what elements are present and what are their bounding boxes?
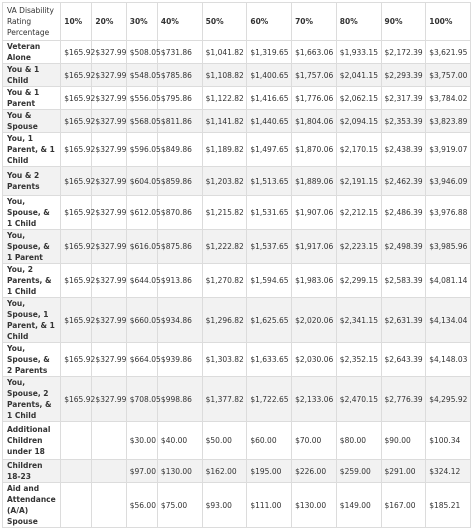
rates-table-container (2, 2, 471, 528)
rate-cell: $616.05 (126, 230, 157, 264)
table-row (3, 460, 471, 483)
rate-cell (61, 483, 92, 528)
rate-cell: $1,722.65 (247, 377, 292, 422)
rate-cell: $327.99 (92, 110, 126, 133)
rate-cell: $75.00 (157, 483, 202, 528)
rate-cell: $556.05 (126, 87, 157, 110)
rate-cell: $1,141.82 (202, 110, 247, 133)
rate-cell: $111.00 (247, 483, 292, 528)
rate-cell: $165.92 (61, 167, 92, 196)
table-row (3, 196, 471, 230)
rate-cell: $1,497.65 (247, 133, 292, 167)
rate-cell: $90.00 (381, 422, 426, 460)
rate-cell: $93.00 (202, 483, 247, 528)
rate-cell: $327.99 (92, 196, 126, 230)
table-row (3, 298, 471, 343)
rate-cell: $604.05 (126, 167, 157, 196)
rate-cell: $226.00 (292, 460, 337, 483)
rate-cell: $60.00 (247, 422, 292, 460)
rate-cell: $2,498.39 (381, 230, 426, 264)
row-label: You, Spouse, & 1 Child (3, 196, 61, 230)
row-label: You, Spouse, & 2 Parents (3, 343, 61, 377)
rate-cell: $327.99 (92, 264, 126, 298)
rate-cell: $939.86 (157, 343, 202, 377)
rate-cell: $70.00 (292, 422, 337, 460)
table-row (3, 230, 471, 264)
rate-cell: $130.00 (292, 483, 337, 528)
rate-cell: $324.12 (426, 460, 471, 483)
rate-cell: $731.86 (157, 41, 202, 64)
header-percent: 10% (61, 3, 92, 41)
rate-cell: $2,170.15 (336, 133, 381, 167)
rate-cell: $2,094.15 (336, 110, 381, 133)
rate-cell: $165.92 (61, 87, 92, 110)
rate-cell: $165.92 (61, 298, 92, 343)
rate-cell: $165.92 (61, 343, 92, 377)
rate-cell: $2,583.39 (381, 264, 426, 298)
row-label: You, Spouse, 1 Parent, & 1 Child (3, 298, 61, 343)
rate-cell: $100.34 (426, 422, 471, 460)
rate-cell: $165.92 (61, 196, 92, 230)
rate-cell: $1,663.06 (292, 41, 337, 64)
header-percent: 40% (157, 3, 202, 41)
rate-cell: $870.86 (157, 196, 202, 230)
rate-cell: $80.00 (336, 422, 381, 460)
table-row (3, 64, 471, 87)
rate-cell: $165.92 (61, 377, 92, 422)
rate-cell: $508.05 (126, 41, 157, 64)
rate-cell: $30.00 (126, 422, 157, 460)
rate-cell: $327.99 (92, 343, 126, 377)
rate-cell: $165.92 (61, 41, 92, 64)
rate-cell: $2,223.15 (336, 230, 381, 264)
row-label: You & 1 Parent (3, 87, 61, 110)
row-label: You, Spouse, & 1 Parent (3, 230, 61, 264)
rate-cell: $2,341.15 (336, 298, 381, 343)
rate-cell: $1,203.82 (202, 167, 247, 196)
rate-cell: $1,933.15 (336, 41, 381, 64)
rate-cell: $3,757.00 (426, 64, 471, 87)
rate-cell: $913.86 (157, 264, 202, 298)
rate-cell: $56.00 (126, 483, 157, 528)
rate-cell: $291.00 (381, 460, 426, 483)
rate-cell: $1,537.65 (247, 230, 292, 264)
row-label: You, Spouse, 2 Parents, & 1 Child (3, 377, 61, 422)
rate-cell: $596.05 (126, 133, 157, 167)
rate-cell: $50.00 (202, 422, 247, 460)
header-percent: 50% (202, 3, 247, 41)
row-label: You & 1 Child (3, 64, 61, 87)
rate-cell: $165.92 (61, 230, 92, 264)
table-row (3, 133, 471, 167)
rate-cell: $165.92 (61, 110, 92, 133)
rate-cell: $1,222.82 (202, 230, 247, 264)
header-rating-percentage: VA Disability Rating Percentage (3, 3, 61, 41)
rate-cell: $1,416.65 (247, 87, 292, 110)
table-row (3, 377, 471, 422)
rate-cell: $167.00 (381, 483, 426, 528)
rate-cell: $2,062.15 (336, 87, 381, 110)
table-row (3, 422, 471, 460)
header-percent: 30% (126, 3, 157, 41)
rate-cell: $2,317.39 (381, 87, 426, 110)
rate-cell: $2,631.39 (381, 298, 426, 343)
rate-cell: $2,643.39 (381, 343, 426, 377)
rate-cell: $2,353.39 (381, 110, 426, 133)
rate-cell: $2,041.15 (336, 64, 381, 87)
header-percent: 90% (381, 3, 426, 41)
rate-cell: $2,172.39 (381, 41, 426, 64)
va-disability-rates-table (2, 2, 471, 528)
rate-cell: $2,133.06 (292, 377, 337, 422)
rate-cell: $2,776.39 (381, 377, 426, 422)
rate-cell: $3,823.89 (426, 110, 471, 133)
rate-cell: $1,377.82 (202, 377, 247, 422)
rate-cell: $3,621.95 (426, 41, 471, 64)
rate-cell: $3,985.96 (426, 230, 471, 264)
rate-cell: $3,784.02 (426, 87, 471, 110)
rate-cell: $162.00 (202, 460, 247, 483)
rate-cell: $1,531.65 (247, 196, 292, 230)
rate-cell: $327.99 (92, 87, 126, 110)
row-label: Aid and Attendance (A/A) Spouse (3, 483, 61, 528)
rate-cell: $259.00 (336, 460, 381, 483)
rate-cell: $4,148.03 (426, 343, 471, 377)
rate-cell: $2,486.39 (381, 196, 426, 230)
rate-cell: $2,462.39 (381, 167, 426, 196)
rate-cell: $2,438.39 (381, 133, 426, 167)
rate-cell: $327.99 (92, 377, 126, 422)
rate-cell: $998.86 (157, 377, 202, 422)
rate-cell: $327.99 (92, 167, 126, 196)
table-body (3, 3, 471, 528)
rate-cell: $568.05 (126, 110, 157, 133)
table-row (3, 483, 471, 528)
rate-cell: $660.05 (126, 298, 157, 343)
rate-cell: $1,917.06 (292, 230, 337, 264)
rate-cell: $327.99 (92, 230, 126, 264)
rate-cell: $1,319.65 (247, 41, 292, 64)
rate-cell: $1,776.06 (292, 87, 337, 110)
rate-cell: $3,919.07 (426, 133, 471, 167)
rate-cell: $327.99 (92, 41, 126, 64)
header-percent: 100% (426, 3, 471, 41)
table-row (3, 87, 471, 110)
rate-cell: $2,293.39 (381, 64, 426, 87)
row-label: You & Spouse (3, 110, 61, 133)
rate-cell: $327.99 (92, 133, 126, 167)
rate-cell: $849.86 (157, 133, 202, 167)
rate-cell: $708.05 (126, 377, 157, 422)
table-row (3, 110, 471, 133)
rate-cell: $1,189.82 (202, 133, 247, 167)
rate-cell: $1,625.65 (247, 298, 292, 343)
row-label: You, 2 Parents, & 1 Child (3, 264, 61, 298)
rate-cell: $1,440.65 (247, 110, 292, 133)
rate-cell: $1,303.82 (202, 343, 247, 377)
rate-cell: $934.86 (157, 298, 202, 343)
rate-cell (61, 422, 92, 460)
rate-cell: $185.21 (426, 483, 471, 528)
rate-cell: $3,976.88 (426, 196, 471, 230)
rate-cell: $2,030.06 (292, 343, 337, 377)
rate-cell: $1,594.65 (247, 264, 292, 298)
rate-cell: $1,041.82 (202, 41, 247, 64)
header-percent: 60% (247, 3, 292, 41)
rate-cell: $1,757.06 (292, 64, 337, 87)
header-percent: 80% (336, 3, 381, 41)
rate-cell (92, 483, 126, 528)
rate-cell: $1,983.06 (292, 264, 337, 298)
rate-cell: $4,081.14 (426, 264, 471, 298)
rate-cell: $795.86 (157, 87, 202, 110)
rate-cell: $2,352.15 (336, 343, 381, 377)
rate-cell: $2,470.15 (336, 377, 381, 422)
rate-cell: $165.92 (61, 64, 92, 87)
rate-cell: $1,270.82 (202, 264, 247, 298)
rate-cell: $1,108.82 (202, 64, 247, 87)
rate-cell (92, 422, 126, 460)
row-label: You & 2 Parents (3, 167, 61, 196)
rate-cell: $2,191.15 (336, 167, 381, 196)
rate-cell: $1,870.06 (292, 133, 337, 167)
rate-cell: $1,400.65 (247, 64, 292, 87)
rate-cell: $327.99 (92, 64, 126, 87)
rate-cell: $1,296.82 (202, 298, 247, 343)
rate-cell: $2,212.15 (336, 196, 381, 230)
rate-cell: $875.86 (157, 230, 202, 264)
rate-cell: $664.05 (126, 343, 157, 377)
rate-cell: $327.99 (92, 298, 126, 343)
rate-cell (61, 460, 92, 483)
rate-cell: $2,299.15 (336, 264, 381, 298)
rate-cell: $811.86 (157, 110, 202, 133)
rate-cell: $195.00 (247, 460, 292, 483)
header-row (3, 3, 471, 41)
row-label: Additional Children under 18 (3, 422, 61, 460)
rate-cell: $1,633.65 (247, 343, 292, 377)
rate-cell: $548.05 (126, 64, 157, 87)
rate-cell: $859.86 (157, 167, 202, 196)
rate-cell: $1,804.06 (292, 110, 337, 133)
rate-cell: $4,295.92 (426, 377, 471, 422)
header-percent: 20% (92, 3, 126, 41)
rate-cell: $165.92 (61, 133, 92, 167)
rate-cell: $612.05 (126, 196, 157, 230)
rate-cell (92, 460, 126, 483)
rate-cell: $2,020.06 (292, 298, 337, 343)
rate-cell: $40.00 (157, 422, 202, 460)
table-row (3, 167, 471, 196)
rate-cell: $97.00 (126, 460, 157, 483)
rate-cell: $4,134.04 (426, 298, 471, 343)
table-row (3, 264, 471, 298)
row-label: Children 18-23 (3, 460, 61, 483)
rate-cell: $1,907.06 (292, 196, 337, 230)
rate-cell: $1,513.65 (247, 167, 292, 196)
row-label: You, 1 Parent, & 1 Child (3, 133, 61, 167)
rate-cell: $1,215.82 (202, 196, 247, 230)
rate-cell: $130.00 (157, 460, 202, 483)
rate-cell: $785.86 (157, 64, 202, 87)
row-label: Veteran Alone (3, 41, 61, 64)
rate-cell: $1,889.06 (292, 167, 337, 196)
rate-cell: $1,122.82 (202, 87, 247, 110)
table-row (3, 41, 471, 64)
rate-cell: $644.05 (126, 264, 157, 298)
rate-cell: $3,946.09 (426, 167, 471, 196)
table-row (3, 343, 471, 377)
header-percent: 70% (292, 3, 337, 41)
rate-cell: $165.92 (61, 264, 92, 298)
rate-cell: $149.00 (336, 483, 381, 528)
